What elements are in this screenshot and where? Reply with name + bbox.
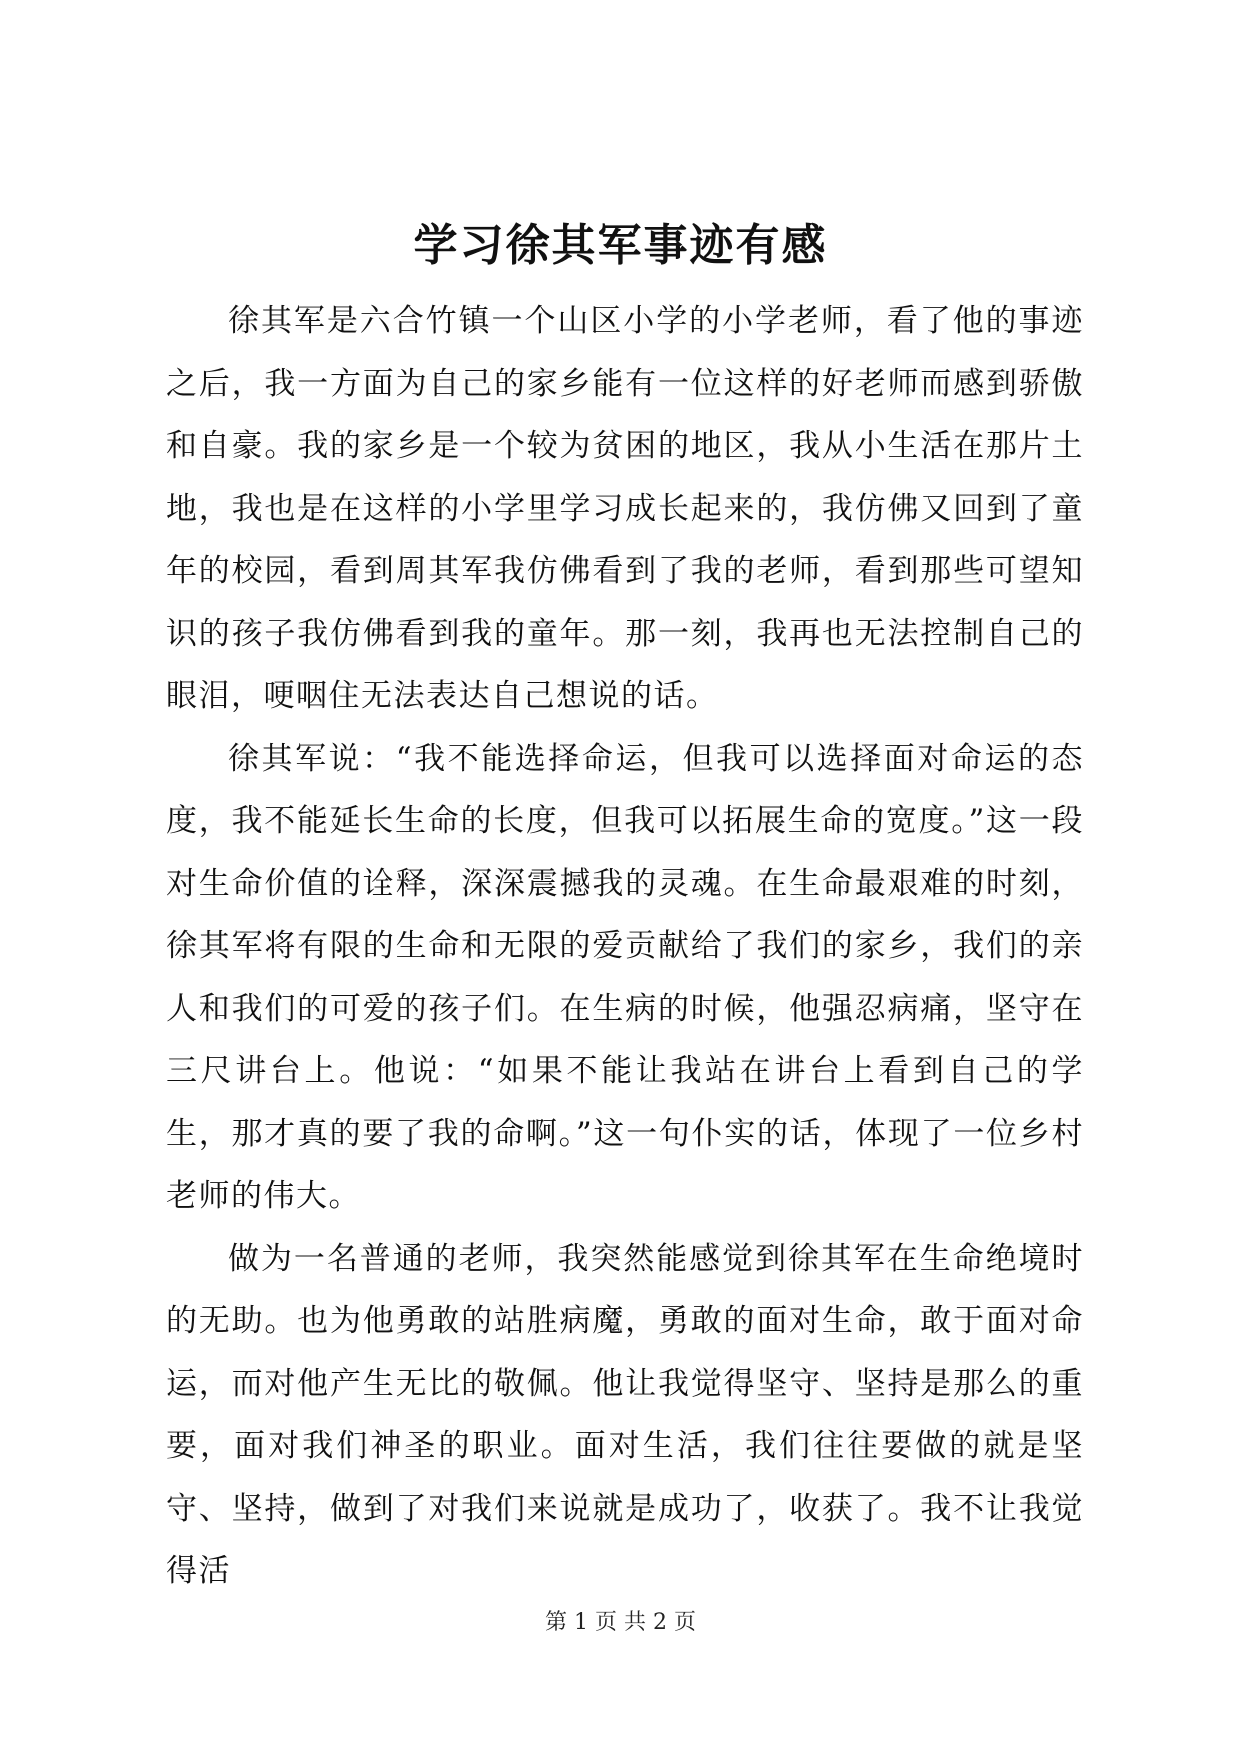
page-number-footer: 第 1 页 共 2 页 — [545, 1610, 696, 1635]
document-body — [166, 290, 1084, 1603]
paragraph-1: 徐其军是六合竹镇一个山区小学的小学老师，看了他的事迹之后，我一方面为自己的家乡能有一位这样的好老师而感到骄傲和自豪。我的家乡是一个较为贫困的地区，我从小生活在那片土地，我也是在这样的小学里学习成长起来的，我仿佛又回到了童年的校园，看到周其军我仿佛看到了我的老师，看到那些可望知识的孩子我仿佛看到我的童年。那一刻，我再也无法控制自己的眼泪，哽咽住无法表达自己想说的话。 — [166, 303, 1084, 714]
document-title: 学习徐其军事迹有感 — [413, 220, 828, 271]
paragraph-3: 做为一名普通的老师，我突然能感觉到徐其军在生命绝境时的无助。也为他勇敢的站胜病魔，勇敢的面对生命，敢于面对命运，而对他产生无比的敬佩。他让我觉得坚守、坚持是那么的重要，面对我们神圣的职业。面对生活，我们往往要做的就是坚守、坚持，做到了对我们来说就是成功了，收获了。我不让我觉得活 — [166, 1240, 1084, 1589]
paragraph-2: 徐其军说：“我不能选择命运，但我可以选择面对命运的态度，我不能延长生命的长度，但我可以拓展生命的宽度。”这一段对生命价值的诠释，深深震撼我的灵魂。在生命最艰难的时刻，徐其军将有限的生命和无限的爱贡献给了我们的家乡，我们的亲人和我们的可爱的孩子们。在生病的时候，他强忍病痛，坚守在三尺讲台上。他说：“如果不能让我站在讲台上看到自己的学生，那才真的要了我的命啊。”这一句仆实的话，体现了一位乡村老师的伟大。 — [166, 740, 1084, 1214]
